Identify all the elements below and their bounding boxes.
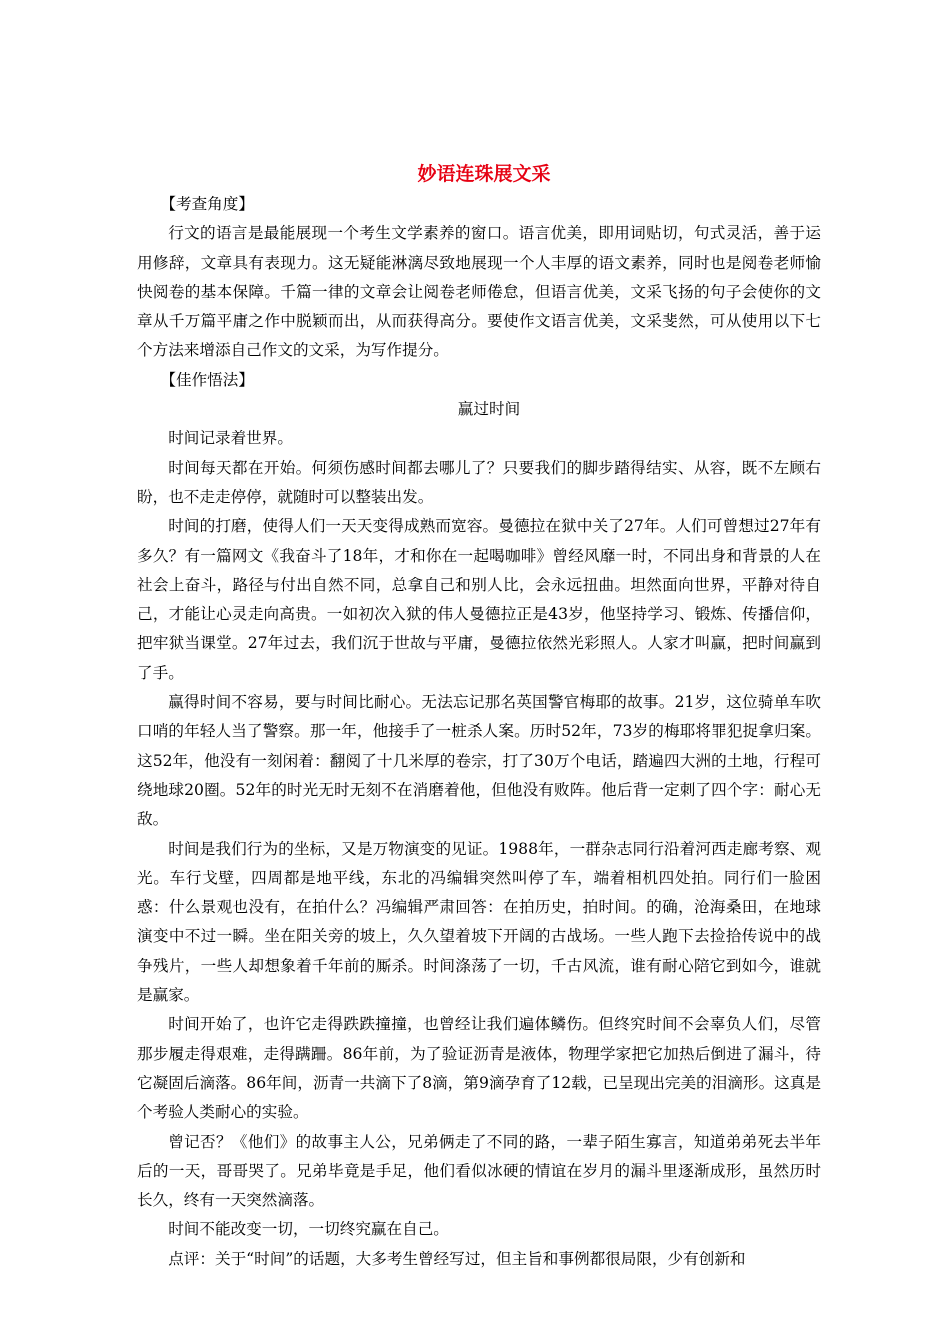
essay-paragraph: 时间的打磨，使得人们一天天变得成熟而宽容。曼德拉在狱中关了27年。人们可曾想过27年有多久？有一篇网文《我奋斗了18年，才和你在一起喝咖啡》曾经风靡一时，不同出身和背景的人在社会上奋斗，路径与付出自然不同，总拿自己和别人比，会永远扭曲。坦然面向世界，平静对待自己，才能让心灵走向高贵。一如初次入狱的伟人曼德拉正是43岁，他坚持学习、锻炼、传播信仰，把牢狱当课堂。27年过去，我们沉于世故与平庸，曼德拉依然光彩照人。人家才叫赢，把时间赢到了手。 — [137, 517, 821, 682]
essay-paragraph: 时间每天都在开始。何须伤感时间都去哪儿了？只要我们的脚步踏得结实、从容，既不左顾右盼，也不走走停停，就随时可以整装出发。 — [137, 458, 821, 506]
essay-paragraph: 时间不能改变一切，一切终究赢在自己。 — [168, 1220, 449, 1239]
essay-paragraph: 时间是我们行为的坐标，又是万物演变的见证。1988年，一群杂志同行沿着河西走廊考察、观光。车行戈壁，四周都是地平线，东北的冯编辑突然叫停了车，端着相机四处拍。同行们一脸困惑：什么景观也没有，在拍什么？冯编辑严肃回答：在拍历史，拍时间。的确，沧海桑田，在地球演变中不过一瞬。坐在阳关旁的坡上，久久望着坡下开阔的古战场。一些人跑下去捡拾传说中的战争残片，一些人却想象着千年前的厮杀。时间涤荡了一切，千古风流，谁有耐心陪它到如今，谁就是赢家。 — [137, 839, 821, 1005]
commentary-paragraph: 点评：关于“时间”的话题，大多考生曾经写过，但主旨和事例都很局限，少有创新和 — [168, 1249, 746, 1268]
document-page — [137, 158, 821, 1274]
essay-paragraph: 时间开始了，也许它走得跌跌撞撞，也曾经让我们遍体鳞伤。但终究时间不会辜负人们，尽管那步履走得艰难，走得蹒跚。86年前，为了验证沥青是液体，物理学家把它加热后倒进了漏斗，待它凝固后滴落。86年间，沥青一共滴下了8滴，第9滴孕育了12载，已呈现出完美的泪滴形。这真是个考验人类耐心的实验。 — [137, 1015, 821, 1122]
exam-angle-paragraph: 行文的语言是最能展现一个考生文学素养的窗口。语言优美，即用词贴切，句式灵活，善于运用修辞，文章具有表现力。这无疑能淋漓尽致地展现一个人丰厚的语文素养，同时也是阅卷老师愉快阅卷的基本保障。千篇一律的文章会让阅卷老师倦怠，但语言优美，文采飞扬的句子会使你的文章从千万篇平庸之作中脱颖而出，从而获得高分。要使作文语言优美，文采斐然，可从使用以下七个方法来增添自己作文的文采，为写作提分。 — [137, 224, 821, 360]
document-title: 妙语连珠展文采 — [417, 163, 551, 185]
essay-paragraph: 时间记录着世界。 — [168, 429, 293, 448]
section-label-model-essay: 【佳作悟法】 — [160, 370, 254, 389]
essay-title: 赢过时间 — [457, 400, 521, 419]
essay-paragraph: 曾记否？《他们》的故事主人公，兄弟俩走了不同的路，一辈子陌生寡言，知道弟弟死去半年后的一天，哥哥哭了。兄弟毕竟是手足，他们看似冰硬的情谊在岁月的漏斗里逐渐成形，虽然历时长久，终有一天突然滴落。 — [137, 1132, 821, 1210]
essay-paragraph: 赢得时间不容易，要与时间比耐心。无法忘记那名英国警官梅耶的故事。21岁，这位骑单车吹口哨的年轻人当了警察。那一年，他接手了一桩杀人案。历时52年，73岁的梅耶将罪犯捉拿归案。这52年，他没有一刻闲着：翻阅了十几米厚的卷宗，打了30万个电话，踏遍四大洲的土地，行程可绕地球20圈。52年的时光无时无刻不在消磨着他，但他没有败阵。他后背一定刺了四个字：耐心无敌。 — [137, 693, 821, 829]
section-label-exam-angle: 【考查角度】 — [160, 195, 254, 213]
